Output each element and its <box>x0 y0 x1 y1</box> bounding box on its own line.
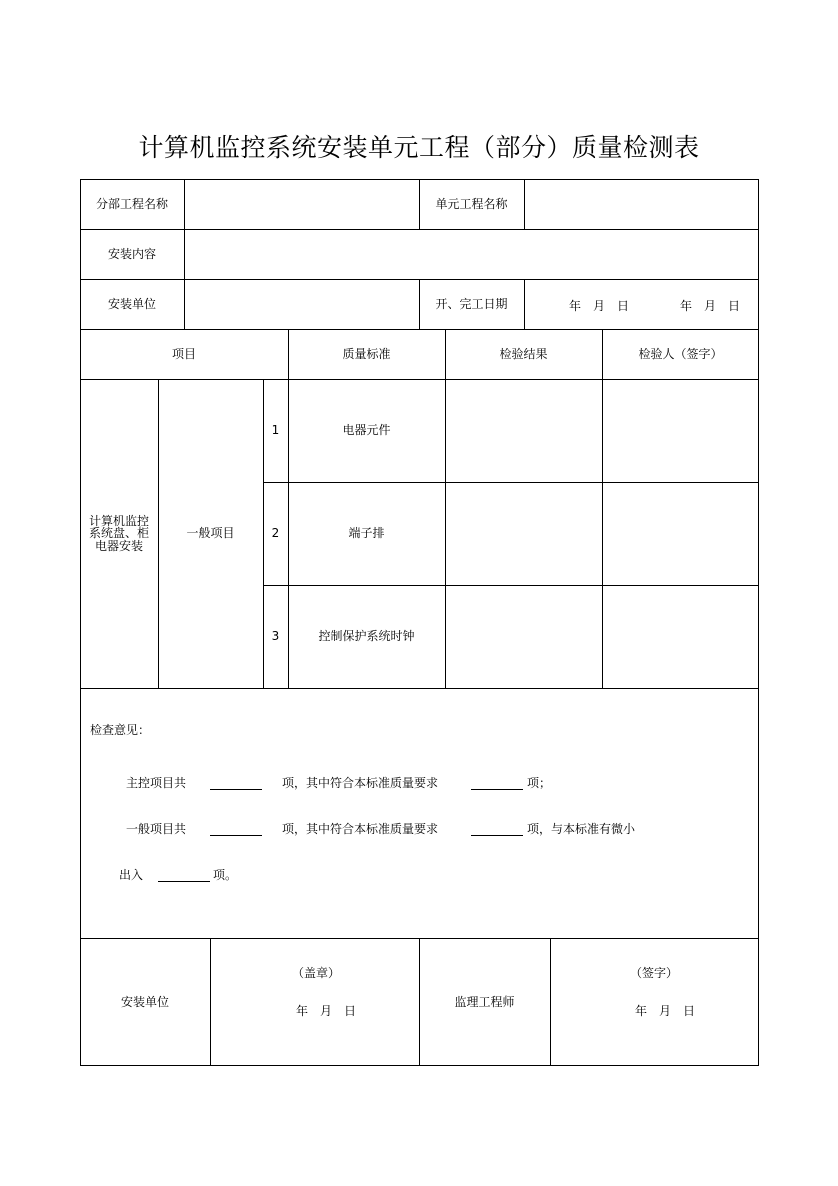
row-number: 3 <box>271 629 280 644</box>
group-type: 一般项目 <box>186 526 235 541</box>
col-divider <box>210 938 211 1066</box>
row-result[interactable] <box>445 585 602 688</box>
col-header-inspector: 检验人（签字） <box>638 346 723 361</box>
sub-project-value[interactable] <box>185 179 419 229</box>
deviation-count-blank[interactable] <box>158 881 210 882</box>
supervisor-label: 监理工程师 <box>454 994 515 1009</box>
col-header-item: 项目 <box>171 346 196 361</box>
unit-project-label: 单元工程名称 <box>435 196 508 211</box>
unit-project-value[interactable] <box>525 179 759 229</box>
row-standard: 端子排 <box>348 526 385 541</box>
row-result[interactable] <box>445 482 602 585</box>
row-inspector[interactable] <box>602 482 759 585</box>
general-items-count-blank[interactable] <box>210 835 262 836</box>
date-end[interactable]: 年 月 日 <box>680 299 741 313</box>
main-items-pass-blank[interactable] <box>471 789 523 790</box>
signature-label: （签字） <box>630 966 679 980</box>
opinion-line2-a: 一般项目共 <box>126 822 187 836</box>
date-start[interactable]: 年 月 日 <box>569 299 630 313</box>
date-label: 开、完工日期 <box>435 296 508 311</box>
col-header-standard: 质量标准 <box>342 346 391 361</box>
install-unit-value[interactable] <box>185 279 419 329</box>
opinion-line3-a: 出入 <box>119 868 144 882</box>
opinion-line3-b: 项。 <box>213 868 238 882</box>
row-number: 1 <box>271 423 280 438</box>
row-inspector[interactable] <box>602 379 759 482</box>
row-standard: 电器元件 <box>342 423 391 438</box>
row-inspector[interactable] <box>602 585 759 688</box>
opinion-line1-c: 项； <box>527 776 552 790</box>
col-divider <box>524 279 525 329</box>
signature-date[interactable]: 年 月 日 <box>635 1004 696 1018</box>
row-divider <box>80 688 759 689</box>
opinion-line1-b: 项，其中符合本标准质量要求 <box>282 776 439 790</box>
row-number: 2 <box>271 526 280 541</box>
row-standard: 控制保护系统时钟 <box>318 629 415 644</box>
opinion-line1-a: 主控项目共 <box>126 776 187 790</box>
opinion-line2-b: 项，其中符合本标准质量要求 <box>282 822 439 836</box>
general-items-pass-blank[interactable] <box>471 835 523 836</box>
install-unit-label: 安装单位 <box>107 296 156 311</box>
main-items-count-blank[interactable] <box>210 789 262 790</box>
seal-date[interactable]: 年 月 日 <box>296 1004 357 1018</box>
install-content-value[interactable] <box>185 229 759 279</box>
sub-project-label: 分部工程名称 <box>95 196 168 211</box>
col-header-result: 检验结果 <box>499 346 548 361</box>
opinion-heading: 检查意见： <box>90 723 151 737</box>
install-content-label: 安装内容 <box>107 246 156 261</box>
col-divider <box>550 938 551 1066</box>
seal-label: （盖章） <box>292 966 341 980</box>
opinion-line2-c: 项，与本标准有微小 <box>527 822 636 836</box>
page-title: 计算机监控系统安装单元工程（部分）质量检测表 <box>138 133 700 162</box>
row-result[interactable] <box>445 379 602 482</box>
footer-install-unit-label: 安装单位 <box>120 994 169 1009</box>
group-category: 计算机监控系统盘、柜电器安装 <box>88 513 149 553</box>
